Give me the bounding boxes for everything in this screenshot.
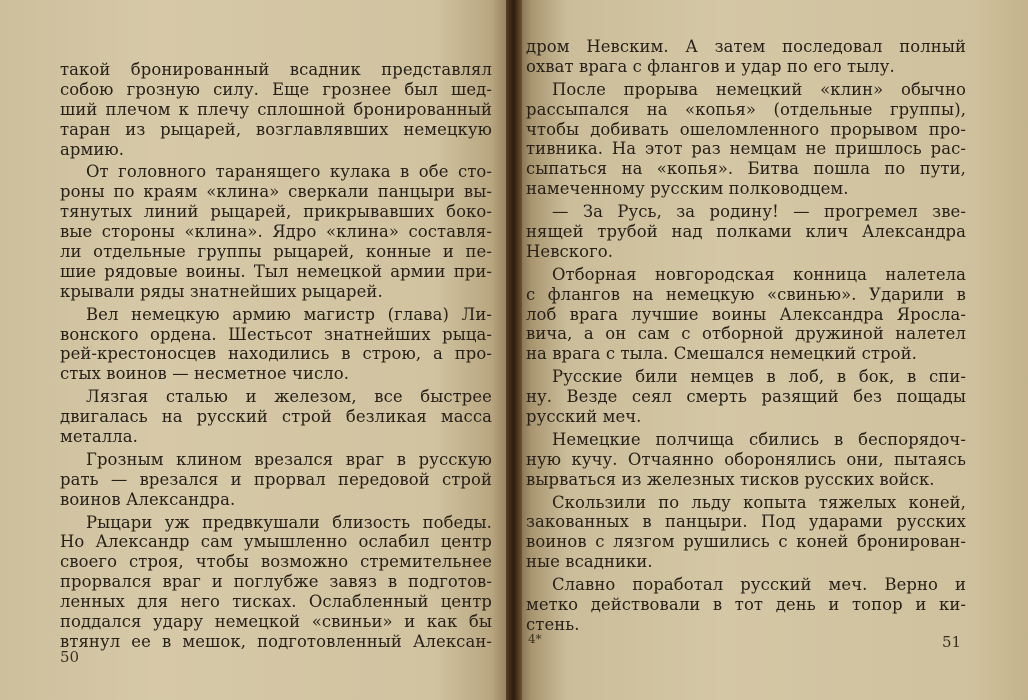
- text-line: Отборная новгородская конница налетела: [552, 264, 966, 284]
- text-line: рей-крестоносцев находились в строю, а про-: [60, 344, 492, 364]
- text-line: рать — врезался и прорвал передовой строй: [60, 469, 492, 489]
- text-line: ленных для него тисках. Ослабленный центр: [60, 592, 492, 612]
- text-line: Немецкие полчища сбились в беспорядоч-: [552, 429, 966, 449]
- text-line: прорвался враг и поглубже завяз в подготов-: [60, 572, 492, 592]
- text-line: шие рядовые воины. Тыл немецкой армии при-: [60, 261, 492, 281]
- text-line: таран из рыцарей, возглавлявших немецкую: [60, 119, 492, 139]
- left-page: [0, 0, 512, 700]
- text-line: на врага с тыла. Смешался немецкий строй.: [526, 344, 917, 364]
- text-line: охват врага с флангов и удар по его тылу.: [526, 56, 895, 76]
- text-line: Вел немецкую армию магистр (глава) Ли-: [86, 304, 492, 324]
- text-line: армию.: [60, 139, 125, 159]
- text-line: такой бронированный всадник представлял: [60, 60, 492, 79]
- text-line: Рыцари уж предвкушали близость победы.: [86, 512, 492, 532]
- text-line: — За Русь, за родину! — прогремел зве-: [552, 202, 966, 222]
- text-line: метко действовали в тот день и топор и ки-: [526, 595, 966, 615]
- text-line: с флангов на немецкую «свинью». Ударили в: [526, 284, 966, 304]
- text-line: крывали ряды знатнейших рыцарей.: [60, 281, 383, 301]
- text-line: ну. Везде сеял смерть разящий без пощады: [526, 387, 966, 407]
- text-line: вые стороны «клина». Ядро «клина» составля-: [60, 222, 492, 242]
- text-line: воинов с лязгом рушились с коней бронирован-: [526, 532, 966, 552]
- left-page-text: [60, 60, 492, 652]
- text-line: Но Александр сам умышленно ослабил центр: [60, 532, 492, 552]
- text-line: стых воинов — несметное число.: [60, 364, 350, 384]
- text-line: От головного таранящего кулака в обе сто-: [86, 162, 492, 182]
- text-line: сыпаться на «копья». Битва пошла по пути,: [526, 159, 966, 179]
- text-line: закованных в панцыри. Под ударами русских: [526, 512, 966, 532]
- text-line: своего строя, чтобы возможно стремительнее: [60, 552, 492, 572]
- text-line: ший плечом к плечу сплошной бронированный: [60, 99, 492, 119]
- text-line: металла.: [60, 427, 138, 447]
- text-line: втянул ее в мешок, подготовленный Алексан-: [60, 631, 492, 651]
- text-line: русский меч.: [526, 407, 642, 427]
- left-page-number: 50: [60, 648, 80, 666]
- text-line: вича, а он сам с отборной дружиной налетел: [526, 324, 966, 344]
- text-line: вонского ордена. Шестьсот знатнейших рыца-: [60, 324, 492, 344]
- text-line: намеченному русским полководцем.: [526, 179, 849, 199]
- text-line: ли отдельные группы рыцарей, конные и пе-: [60, 242, 492, 262]
- text-line: воинов Александра.: [60, 489, 236, 509]
- text-line: поддался удару немецкой «свиньи» и как бы: [60, 612, 492, 632]
- text-line: нящей трубой над полками клич Александра: [526, 222, 966, 242]
- text-line: собою грозную силу. Еще грознее был шед-: [60, 79, 492, 99]
- text-line: тивника. На этот раз немцам не пришлось рас-: [526, 139, 966, 159]
- text-line: рассыпался на «копья» (отдельные группы),: [526, 99, 966, 119]
- book-gutter: [506, 0, 522, 700]
- text-line: вырваться из железных тисков русских войск.: [526, 469, 935, 489]
- right-page-text: [526, 37, 966, 635]
- right-page: [516, 0, 1028, 700]
- text-line: ную кучу. Отчаянно оборонялись они, пытаясь: [526, 449, 966, 469]
- text-line: Лязгая сталью и железом, все быстрее: [86, 387, 492, 407]
- text-line: дром Невским. А затем последовал полный: [526, 37, 966, 56]
- text-line: лоб врага лучшие воины Александра Яросла-: [526, 304, 966, 324]
- text-line: тянутых линий рыцарей, прикрывавших боко-: [60, 202, 492, 222]
- text-line: Грозным клином врезался враг в русскую: [86, 449, 492, 469]
- text-line: чтобы добивать ошеломленного прорывом про-: [526, 119, 966, 139]
- signature-mark: 4*: [528, 632, 542, 646]
- text-line: Русские били немцев в лоб, в бок, в спи-: [552, 367, 966, 387]
- text-line: Славно поработал русский меч. Верно и: [552, 575, 966, 595]
- text-line: После прорыва немецкий «клин» обычно: [552, 79, 966, 99]
- text-line: Невского.: [526, 241, 614, 261]
- text-line: Скользили по льду копыта тяжелых коней,: [552, 492, 966, 512]
- text-line: роны по краям «клина» сверкали панцыри вы-: [60, 182, 492, 202]
- text-line: стень.: [526, 614, 580, 634]
- text-line: двигалась на русский строй безликая масса: [60, 407, 492, 427]
- text-line: ные всадники.: [526, 552, 653, 572]
- right-page-number: 51: [942, 633, 962, 651]
